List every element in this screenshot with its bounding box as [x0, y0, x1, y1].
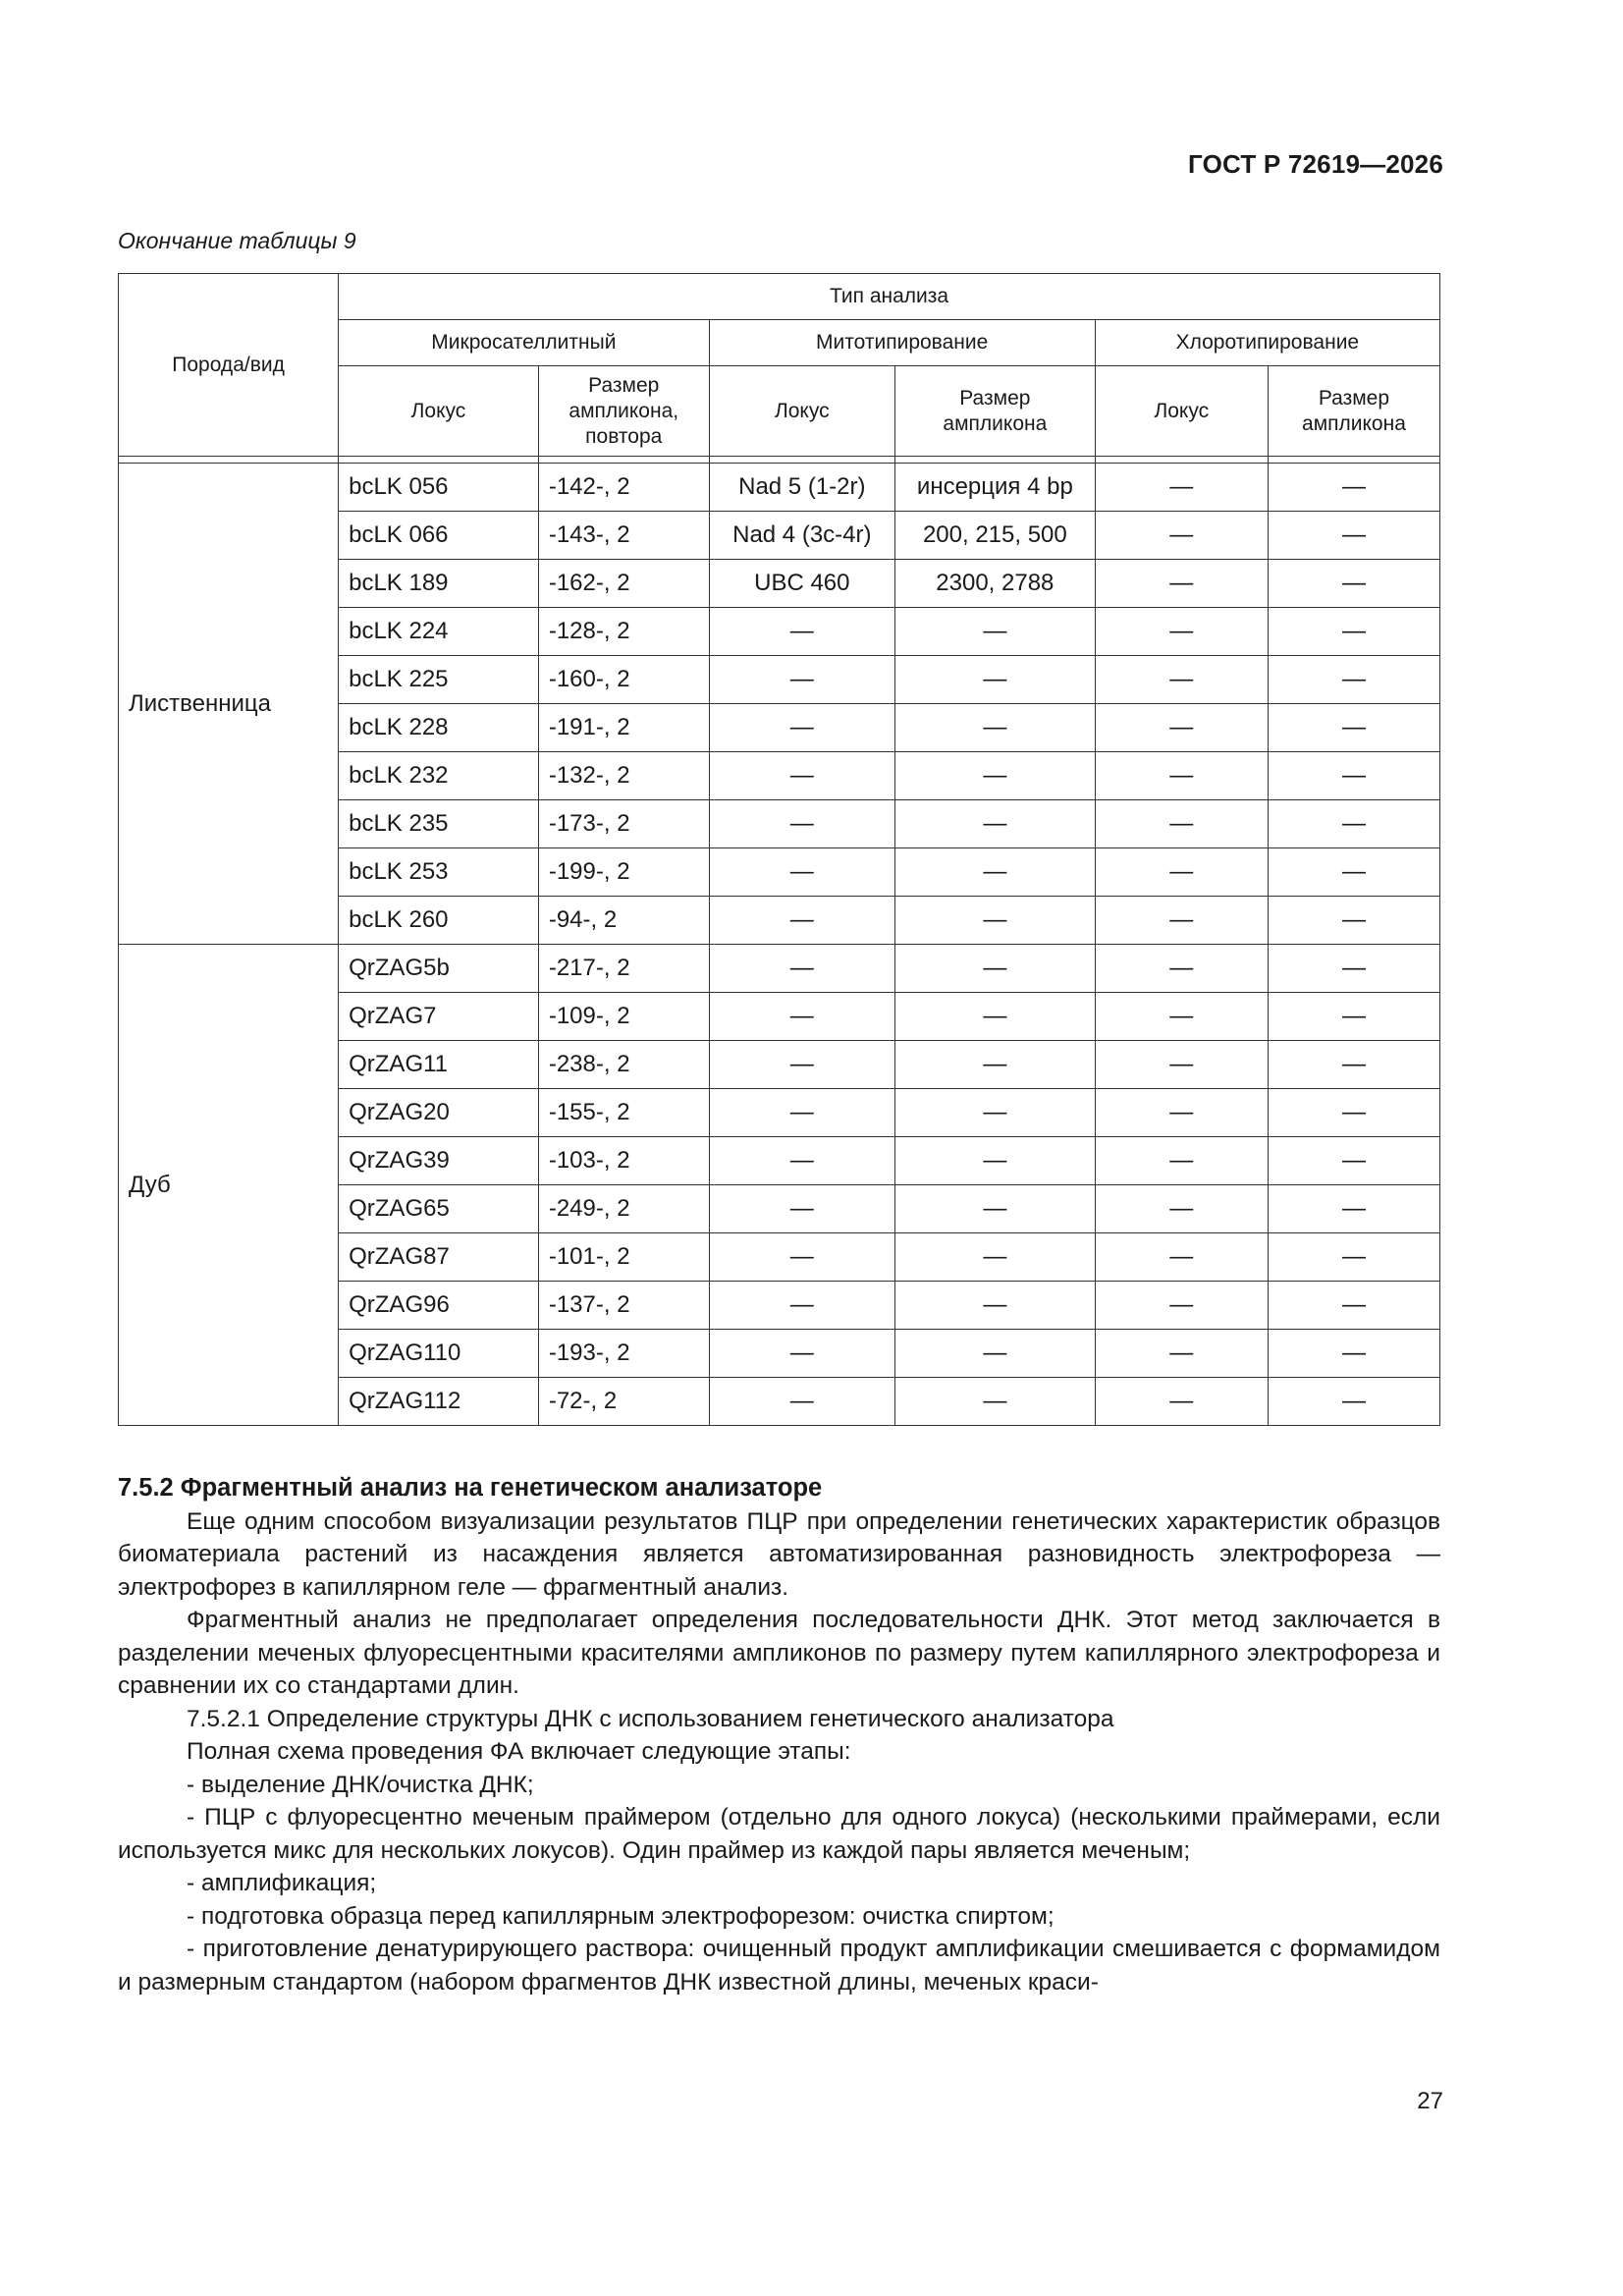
locus-cell: QrZAG110 [339, 1330, 539, 1378]
table-cell: -162-, 2 [538, 560, 709, 608]
locus-cell: QrZAG39 [339, 1137, 539, 1185]
table-cell: — [709, 1137, 894, 1185]
table-cell: — [1095, 656, 1268, 704]
table-row [119, 945, 1440, 993]
header-separator [339, 457, 539, 464]
table-cell: — [709, 608, 894, 656]
list-item: - приготовление денатурирующего раствора: очищенный продукт амплификации смешивается с формамидом и размерным стандартом (набором фрагментов ДНК известной длины, меченых краси- [118, 1936, 1440, 1995]
table-cell: — [709, 1089, 894, 1137]
locus-cell: bcLK 056 [339, 464, 539, 512]
table-cell: -103-, 2 [538, 1137, 709, 1185]
table-cell: -142-, 2 [538, 464, 709, 512]
table-cell: — [709, 848, 894, 897]
table-cell: -199-, 2 [538, 848, 709, 897]
locus-cell: QrZAG112 [339, 1378, 539, 1426]
header-separator [709, 457, 894, 464]
locus-cell: bcLK 066 [339, 512, 539, 560]
table-cell: -160-, 2 [538, 656, 709, 704]
locus-cell: QrZAG65 [339, 1185, 539, 1233]
table-cell: — [709, 800, 894, 848]
paragraph: Полная схема проведения ФА включает следующие этапы: [187, 1738, 851, 1765]
header-separator [1268, 457, 1439, 464]
locus-cell: bcLK 260 [339, 897, 539, 945]
header-locus: Локус [1095, 366, 1268, 457]
header-breed: Порода/вид [119, 274, 339, 457]
table-cell: — [709, 1378, 894, 1426]
table-cell: Nad 4 (3c-4r) [709, 512, 894, 560]
table-cell: -155-, 2 [538, 1089, 709, 1137]
header-locus: Локус [339, 366, 539, 457]
header-separator [894, 457, 1095, 464]
table-cell: Nad 5 (1-2r) [709, 464, 894, 512]
table-cell: -72-, 2 [538, 1378, 709, 1426]
table-cell: -173-, 2 [538, 800, 709, 848]
table-cell: — [709, 993, 894, 1041]
locus-cell: bcLK 228 [339, 704, 539, 752]
table-cell: — [709, 1330, 894, 1378]
table-cell: — [1095, 945, 1268, 993]
table-cell: — [1095, 1041, 1268, 1089]
table-cell: — [1268, 1185, 1439, 1233]
table-cell: — [1095, 1137, 1268, 1185]
table-cell: — [1268, 1137, 1439, 1185]
locus-cell: QrZAG11 [339, 1041, 539, 1089]
table-cell: — [1268, 848, 1439, 897]
table-cell: -249-, 2 [538, 1185, 709, 1233]
locus-cell: QrZAG5b [339, 945, 539, 993]
table-cell: — [894, 993, 1095, 1041]
table-cell: — [1268, 1089, 1439, 1137]
table-cell: — [1095, 464, 1268, 512]
table-cell: — [894, 800, 1095, 848]
table-cell: — [1095, 1378, 1268, 1426]
table-cell: — [709, 945, 894, 993]
table-cell: — [894, 1041, 1095, 1089]
standard-number: ГОСТ Р 72619—2026 [1188, 149, 1443, 179]
header-separator [538, 457, 709, 464]
table-cell: инсерция 4 bp [894, 464, 1095, 512]
page-number: 27 [1417, 2088, 1443, 2114]
table-cell: — [894, 608, 1095, 656]
table-cell: — [894, 1185, 1095, 1233]
table-cell: — [709, 752, 894, 800]
table-cell: — [894, 1282, 1095, 1330]
table-cell: — [1268, 1282, 1439, 1330]
locus-cell: QrZAG96 [339, 1282, 539, 1330]
table-cell: — [894, 1089, 1095, 1137]
table-cell: — [709, 1233, 894, 1282]
table-cell: — [1268, 945, 1439, 993]
table-cell: — [1268, 608, 1439, 656]
locus-cell: QrZAG7 [339, 993, 539, 1041]
table-cell: — [1095, 1089, 1268, 1137]
table-cell: — [1268, 1233, 1439, 1282]
table-cell: — [894, 945, 1095, 993]
table-cell: -143-, 2 [538, 512, 709, 560]
table-cell: — [1268, 512, 1439, 560]
list-item: - амплификация; [187, 1870, 377, 1896]
locus-cell: bcLK 189 [339, 560, 539, 608]
table-cell: — [894, 1330, 1095, 1378]
table-cell: — [1268, 464, 1439, 512]
table-cell: — [1095, 1185, 1268, 1233]
header-chlorotyping: Хлоротипирование [1095, 320, 1439, 366]
table-cell: — [1095, 848, 1268, 897]
table-cell: — [709, 1041, 894, 1089]
paragraph: Еще одним способом визуализации результатов ПЦР при определении генетических характеристик образцов биоматериала растений из насаждения является автоматизированная разновидность электрофореза — электрофорез в капиллярном геле — фрагментный анализ. [118, 1507, 1440, 1601]
table-cell: -217-, 2 [538, 945, 709, 993]
table-cell: — [894, 752, 1095, 800]
table-cell: — [1095, 512, 1268, 560]
table-cell: — [1095, 1233, 1268, 1282]
table-9 [118, 273, 1440, 1426]
table-cell: — [1268, 800, 1439, 848]
header-mitotyping: Митотипирование [709, 320, 1095, 366]
table-cell: — [1095, 800, 1268, 848]
header-analysis-type: Тип анализа [339, 274, 1440, 320]
table-cell: — [1095, 1330, 1268, 1378]
header-size: Размер ампликона [894, 366, 1095, 457]
table-cell: -132-, 2 [538, 752, 709, 800]
table-cell: — [1095, 704, 1268, 752]
table-cell: — [1268, 897, 1439, 945]
header-size: Размер ампликона [1268, 366, 1439, 457]
table-cell: — [894, 704, 1095, 752]
table-cell: — [1268, 752, 1439, 800]
table-row [119, 464, 1440, 512]
header-microsatellite: Микросателлитный [339, 320, 710, 366]
table-cell: -238-, 2 [538, 1041, 709, 1089]
header-separator [1095, 457, 1268, 464]
table-cell: — [894, 1137, 1095, 1185]
locus-cell: bcLK 224 [339, 608, 539, 656]
species-cell: Лиственница [119, 464, 339, 945]
locus-cell: bcLK 235 [339, 800, 539, 848]
table-cell: — [1268, 704, 1439, 752]
table-cell: -101-, 2 [538, 1233, 709, 1282]
table-cell: 200, 215, 500 [894, 512, 1095, 560]
list-item: - выделение ДНК/очистка ДНК; [187, 1771, 534, 1798]
locus-cell: bcLK 253 [339, 848, 539, 897]
section-heading: 7.5.2 Фрагментный анализ на генетическом анализаторе [118, 1474, 823, 1502]
header-separator [119, 457, 339, 464]
table-cell: — [894, 656, 1095, 704]
header-size-repeat: Размер ампликона, повтора [538, 366, 709, 457]
table-cell: — [709, 656, 894, 704]
list-item: - подготовка образца перед капиллярным электрофорезом: очистка спиртом; [187, 1902, 1055, 1930]
table-cell: — [1095, 560, 1268, 608]
subsection-heading: 7.5.2.1 Определение структуры ДНК с использованием генетического анализатора [187, 1705, 1114, 1732]
locus-cell: bcLK 225 [339, 656, 539, 704]
table-cell: — [894, 1233, 1095, 1282]
locus-cell: QrZAG87 [339, 1233, 539, 1282]
species-cell: Дуб [119, 945, 339, 1426]
table-cell: — [894, 897, 1095, 945]
table-cell: — [1095, 1282, 1268, 1330]
table-cell: — [709, 1185, 894, 1233]
table-cell: — [1268, 656, 1439, 704]
table-cell: — [894, 848, 1095, 897]
table-cell: UBC 460 [709, 560, 894, 608]
table-cell: — [1268, 1330, 1439, 1378]
locus-cell: bcLK 232 [339, 752, 539, 800]
table-cell: 2300, 2788 [894, 560, 1095, 608]
table-cell: -193-, 2 [538, 1330, 709, 1378]
table-cell: — [709, 1282, 894, 1330]
table-cell: -137-, 2 [538, 1282, 709, 1330]
table-cell: -191-, 2 [538, 704, 709, 752]
body-text [118, 1472, 1440, 1998]
table-cell: — [1268, 1041, 1439, 1089]
paragraph: Фрагментный анализ не предполагает определения последовательности ДНК. Этот метод заключается в разделении меченых флуоресцентными красителями ампликонов по размеру путем капиллярного электрофореза и сравнении их со стандартами длин. [118, 1607, 1440, 1699]
table-cell: — [1095, 608, 1268, 656]
table-cell: — [709, 897, 894, 945]
header-locus: Локус [709, 366, 894, 457]
table-cell: — [709, 704, 894, 752]
table-cell: — [894, 1378, 1095, 1426]
table-cell: -109-, 2 [538, 993, 709, 1041]
table-caption: Окончание таблицы 9 [118, 228, 356, 253]
table-cell: — [1095, 897, 1268, 945]
table-cell: — [1268, 1378, 1439, 1426]
table-cell: — [1095, 993, 1268, 1041]
list-item: - ПЦР с флуоресцентно меченым праймером (отдельно для одного локуса) (несколькими праймерами, если используется микс для нескольких локусов). Один праймер из каждой пары является меченым; [118, 1804, 1440, 1864]
table-cell: -128-, 2 [538, 608, 709, 656]
table-cell: — [1268, 993, 1439, 1041]
table-cell: — [1095, 752, 1268, 800]
locus-cell: QrZAG20 [339, 1089, 539, 1137]
table-cell: -94-, 2 [538, 897, 709, 945]
table-cell: — [1268, 560, 1439, 608]
